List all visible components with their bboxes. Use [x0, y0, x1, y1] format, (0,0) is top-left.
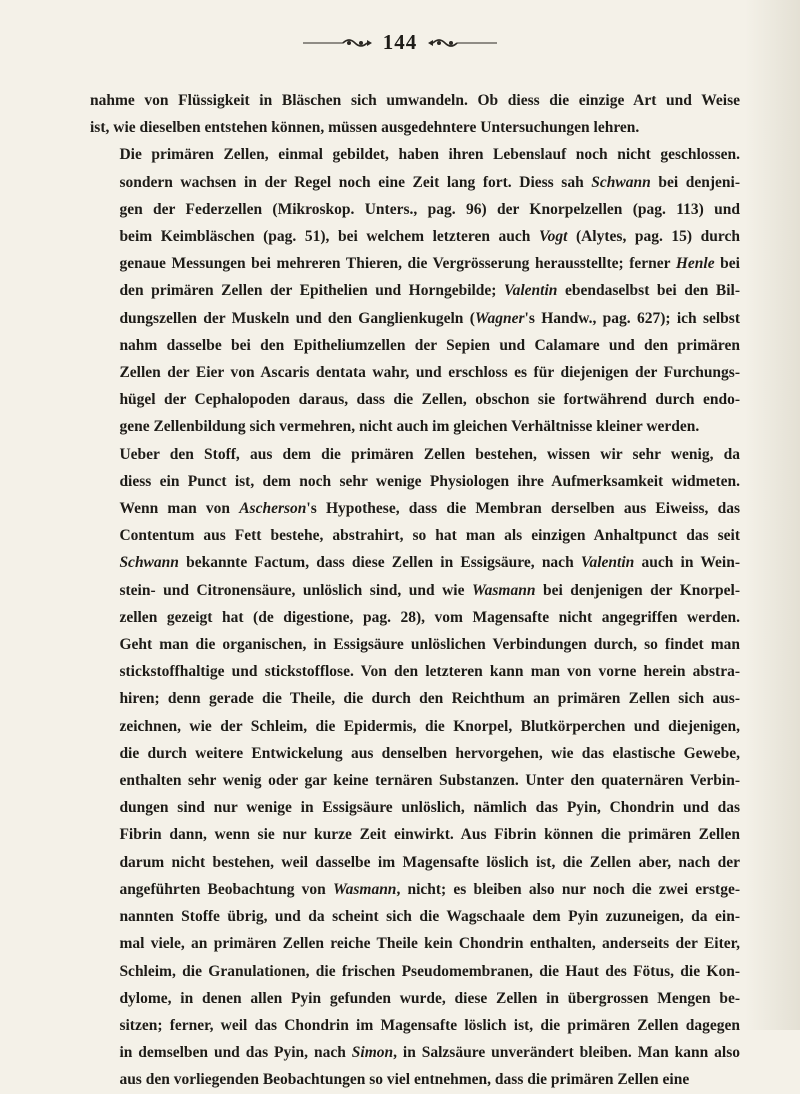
paragraph — [90, 441, 740, 1094]
text-line: sitzen; ferner, weil das Chondrin im Magensafte löslich ist, die primären Zellen dagegen — [119, 1016, 740, 1034]
text-line: ist, wie dieselben entstehen können, müssen ausgedehntere Untersuchungen lehren. — [90, 119, 640, 137]
text-line: sondern wachsen in der Regel noch eine Zeit lang fort. Diess sah Schwann bei denjeni- — [119, 173, 740, 191]
page-number: 144 — [382, 30, 418, 54]
text-line: nahme von Flüssigkeit in Bläschen sich umwandeln. Ob diess die einzige Art und Weise — [90, 92, 740, 109]
text-line: Zellen der Eier von Ascaris dentata wahr, und erschloss es für diejenigen der Furchungs- — [119, 364, 740, 382]
body-text — [90, 87, 740, 1094]
text-line: gene Zellenbildung sich vermehren, nicht auch im gleichen Verhältnisse kleiner werden. — [119, 418, 700, 436]
text-line: hiren; denn gerade die Theile, die durch den Reichthum an primären Zellen sich aus- — [119, 690, 740, 708]
right-ornament-icon — [427, 36, 497, 50]
text-line: stickstoffhaltige und stickstofflose. Von den letzteren kann man von vorne herein abstra- — [119, 663, 740, 681]
text-line: enthalten sehr wenig oder gar keine ternären Substanzen. Unter den quaternären Verbin- — [119, 772, 740, 790]
text-line: mal viele, an primären Zellen reiche Theile kein Chondrin enthalten, anderseits der Eiter, — [119, 935, 740, 953]
text-line: gen der Federzellen (Mikroskop. Unters., pag. 96) der Knorpelzellen (pag. 113) und — [119, 200, 740, 218]
text-line: aus den vorliegenden Beobachtungen so viel entnehmen, dass die primären Zellen eine — [119, 1071, 690, 1089]
text-line: angeführten Beobachtung von Wasmann, nicht; es bleiben also nur noch die zwei erstge- — [119, 880, 740, 898]
paragraph — [90, 87, 740, 141]
text-line: zeichnen, wie der Schleim, die Epidermis, die Knorpel, Blutkörperchen und diejenigen, — [119, 717, 740, 735]
text-line: in demselben und das Pyin, nach Simon, in Salzsäure unverändert bleiben. Man kann also — [119, 1044, 740, 1062]
text-line: Die primären Zellen, einmal gebildet, haben ihren Lebenslauf noch nicht geschlossen. — [119, 146, 740, 164]
text-line: dungszellen der Muskeln und den Ganglienkugeln (Wagner's Handw., pag. 627); ich selbst — [119, 309, 740, 327]
text-line: beim Keimbläschen (pag. 51), bei welchem letzteren auch Vogt (Alytes, pag. 15) durch — [119, 228, 741, 246]
text-line: Fibrin dann, wenn sie nur kurze Zeit einwirkt. Aus Fibrin können die primären Zellen — [119, 826, 740, 844]
text-line: Geht man die organischen, in Essigsäure unlöslichen Verbindungen durch, so findet man — [119, 636, 740, 654]
text-line: die durch weitere Entwickelung aus denselben hervorgehen, wie das elastische Gewebe, — [119, 744, 740, 762]
text-line: hügel der Cephalopoden daraus, dass die Zellen, obschon sie fortwährend durch endo- — [119, 391, 740, 409]
left-ornament-icon — [303, 36, 373, 50]
text-line: stein- und Citronensäure, unlöslich sind, und wie Wasmann bei denjenigen der Knorpel- — [119, 581, 740, 599]
text-line: dungen sind nur wenige in Essigsäure unlöslich, nämlich das Pyin, Chondrin und das — [119, 799, 740, 817]
page-edge-shadow — [745, 0, 800, 1030]
text-line: Contentum aus Fett bestehe, abstrahirt, so hat man als einzigen Anhaltpunct das seit — [119, 527, 740, 545]
text-line: nahm dasselbe bei den Epitheliumzellen der Sepien und Calamare und den primären — [119, 336, 740, 354]
text-line: zellen gezeigt hat (de digestione, pag. 28), vom Magensafte nicht angegriffen werden. — [119, 608, 740, 626]
text-line: darum nicht bestehen, weil dasselbe im Magensafte löslich ist, die Zellen aber, nach der — [119, 853, 740, 871]
text-line: Wenn man von Ascherson's Hypothese, dass die Membran derselben aus Eiweiss, das — [119, 500, 741, 518]
text-line: den primären Zellen der Epithelien und Horngebilde; Valentin ebendaselbst bei den Bil- — [119, 282, 740, 300]
text-line: Schwann bekannte Factum, dass diese Zellen in Essigsäure, nach Valentin auch in Wein- — [119, 554, 740, 572]
text-line: Ueber den Stoff, aus dem die primären Zellen bestehen, wissen wir sehr wenig, da — [119, 445, 740, 463]
paragraph — [90, 141, 740, 440]
text-line: diess ein Punct ist, dem noch sehr wenige Physiologen ihre Aufmerksamkeit widmeten. — [119, 472, 740, 490]
text-line: genaue Messungen bei mehreren Thieren, die Vergrösserung herausstellte; ferner Henle bei — [119, 255, 740, 273]
page-header — [0, 30, 800, 55]
text-line: dylome, in denen allen Pyin gefunden wurde, diese Zellen in übergrossen Mengen be- — [119, 989, 740, 1007]
text-line: nannten Stoffe übrig, und da scheint sich die Wagschaale dem Pyin zuzuneigen, da ein- — [119, 908, 740, 926]
text-line: Schleim, die Granulationen, die frischen Pseudomembranen, die Haut des Fötus, die Kon- — [119, 962, 740, 980]
